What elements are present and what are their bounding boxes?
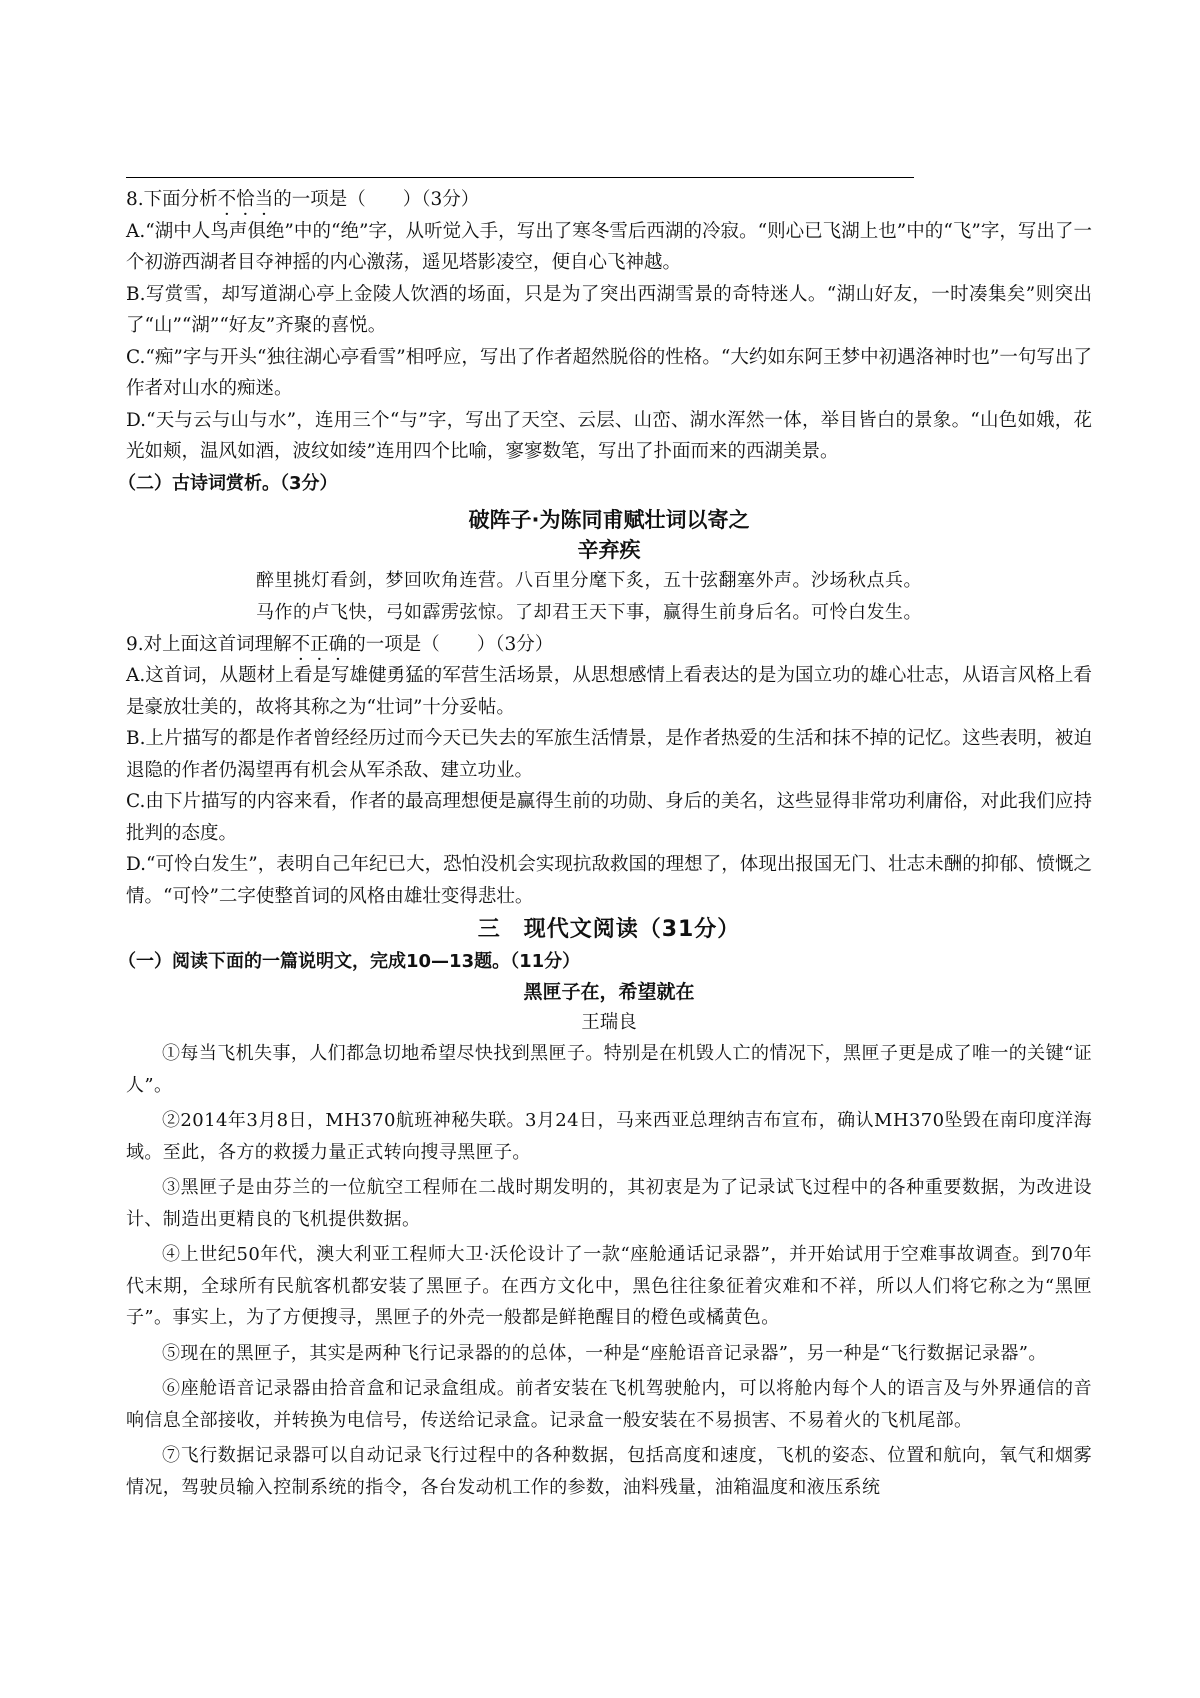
- question-8-stem: [126, 184, 1092, 216]
- emphasis-char: 不: [291, 633, 311, 655]
- q9-option-a: A.这首词，从题材上看是写雄健勇猛的军营生活场景，从思想感情上看表达的是为国立功的雄心壮志，从语言风格上看是豪放壮美的，故将其称之为“壮词”十分妥帖。: [126, 665, 1092, 718]
- poem-author: 辛弃疾: [577, 537, 641, 562]
- q8-emphasis-dotted: [218, 189, 274, 210]
- emphasis-char: 当: [254, 189, 274, 210]
- essay-paragraph-4: ④上世纪50年代，澳大利亚工程师大卫·沃伦设计了一款“座舱通话记录器”，并开始试用于空难事故调查。到70年代末期，全球所有民航客机都安装了黑匣子。在西方文化中，黑色往往象征着灾难和不祥，所以人们将它称之为“黑匣子”。事实上，为了方便搜寻，黑匣子的外壳一般都是鲜艳醒目的橙色或橘黄色。: [126, 1244, 1092, 1328]
- q8-stem-prefix: 8.下面分析: [126, 189, 218, 210]
- emphasis-char: 不: [217, 189, 237, 210]
- part-3-heading: 三 现代文阅读（31分）: [477, 917, 741, 942]
- poem-line-1: 醉里挑灯看剑，梦回吹角连营。八百里分麾下炙，五十弦翻塞外声。沙场秋点兵。: [256, 569, 922, 591]
- essay-paragraph-6: ⑥座舱语音记录器由拾音盒和记录盒组成。前者安装在飞机驾驶舱内，可以将舱内每个人的语言及与外界通信的音响信息全部接收，并转换为电信号，传送给记录盒。记录盒一般安装在不易损害、不易着火的飞机尾部。: [126, 1378, 1092, 1431]
- q9-option-b: B.上片描写的都是作者曾经经历过而今天已失去的军旅生活情景，是作者热爱的生活和抹不掉的记忆。这些表明，被迫退隐的作者仍渴望再有机会从军杀敌、建立功业。: [126, 728, 1092, 781]
- essay-paragraph-7: ⑦飞行数据记录器可以自动记录飞行过程中的各种数据，包括高度和速度，飞机的姿态、位置和航向，氧气和烟雾情况，驾驶员输入控制系统的指令，各台发动机工作的参数，油料残量，油箱温度和液压系统: [126, 1445, 1092, 1498]
- emphasis-char: 正: [310, 633, 329, 655]
- essay-title: 黑匣子在，希望就在: [523, 981, 695, 1003]
- poem-line-2: 马作的卢飞快，弓如霹雳弦惊。了却君王天下事，赢得生前身后名。可怜白发生。: [256, 601, 922, 623]
- q9-stem-suffix: 的一项是（ ）（3分）: [347, 633, 554, 655]
- essay-paragraph-2: ②2014年3月8日，MH370航班神秘失联。3月24日，马来西亚总理纳吉布宣布，确认MH370坠毁在南印度洋海域。至此，各方的救援力量正式转向搜寻黑匣子。: [126, 1110, 1092, 1163]
- emphasis-char: 确: [328, 633, 348, 655]
- q8-stem-suffix: 的一项是（ ）（3分）: [273, 189, 480, 210]
- q8-option-c: C.“痴”字与开头“独往湖心亭看雪”相呼应，写出了作者超然脱俗的性格。“大约如东阿王梦中初遇洛神时也”一句写出了作者对山水的痴迷。: [126, 346, 1092, 399]
- q9-option-d: D.“可怜白发生”，表明自己年纪已大，恐怕没机会实现抗敌救国的理想了，体现出报国无门、壮志未酬的抑郁、愤慨之情。“可怜”二字使整首词的风格由雄壮变得悲壮。: [126, 854, 1092, 907]
- essay-paragraph-3: ③黑匣子是由芬兰的一位航空工程师在二战时期发明的，其初衷是为了记录试飞过程中的各种重要数据，为改进设计、制造出更精良的飞机提供数据。: [126, 1177, 1092, 1230]
- q9-option-c: C.由下片描写的内容来看，作者的最高理想便是赢得生前的功勋、身后的美名，这些显得非常功利庸俗，对此我们应持批判的态度。: [126, 791, 1092, 844]
- q9-emphasis-dotted: [292, 634, 348, 655]
- question-9-stem: [126, 629, 1092, 661]
- section-poem-heading: （二）古诗词赏析。（3分）: [118, 472, 338, 494]
- header-rule: [126, 177, 914, 178]
- section-essay-heading: （一）阅读下面的一篇说明文，完成10—13题。（11分）: [118, 951, 581, 972]
- essay-author: 王瑞良: [581, 1012, 637, 1033]
- q8-option-d: D.“天与云与山与水”，连用三个“与”字，写出了天空、云层、山峦、湖水浑然一体，举目皆白的景象。“山色如娥，花光如颊，温风如酒，波纹如绫”连用四个比喻，寥寥数笔，写出了扑面而来的西湖美景。: [126, 409, 1092, 462]
- poem-title: 破阵子·为陈同甫赋壮词以寄之: [468, 507, 750, 532]
- q8-option-b: B.写赏雪，却写道湖心亭上金陵人饮酒的场面，只是为了突出西湖雪景的奇特迷人。“湖山好友，一时凑集矣”则突出了“山”“湖”“好友”齐聚的喜悦。: [126, 283, 1092, 336]
- essay-paragraph-5: ⑤现在的黑匣子，其实是两种飞行记录器的的总体，一种是“座舱语音记录器”，另一种是“飞行数据记录器”。: [162, 1342, 1047, 1364]
- q9-stem-prefix: 9.对上面这首词理解: [126, 633, 292, 655]
- page-content: [118, 184, 1092, 1507]
- q8-option-a: A.“湖中人鸟声俱绝”中的“绝”字，从听觉入手，写出了寒冬雪后西湖的冷寂。“则心已飞湖上也”中的“飞”字，写出了一个初游西湖者目夺神摇的内心激荡，遥见塔影凌空，便自心飞神越。: [126, 220, 1092, 273]
- essay-paragraph-1: ①每当飞机失事，人们都急切地希望尽快找到黑匣子。特别是在机毁人亡的情况下，黑匣子更是成了唯一的关键“证人”。: [126, 1043, 1092, 1096]
- emphasis-char: 恰: [236, 189, 255, 210]
